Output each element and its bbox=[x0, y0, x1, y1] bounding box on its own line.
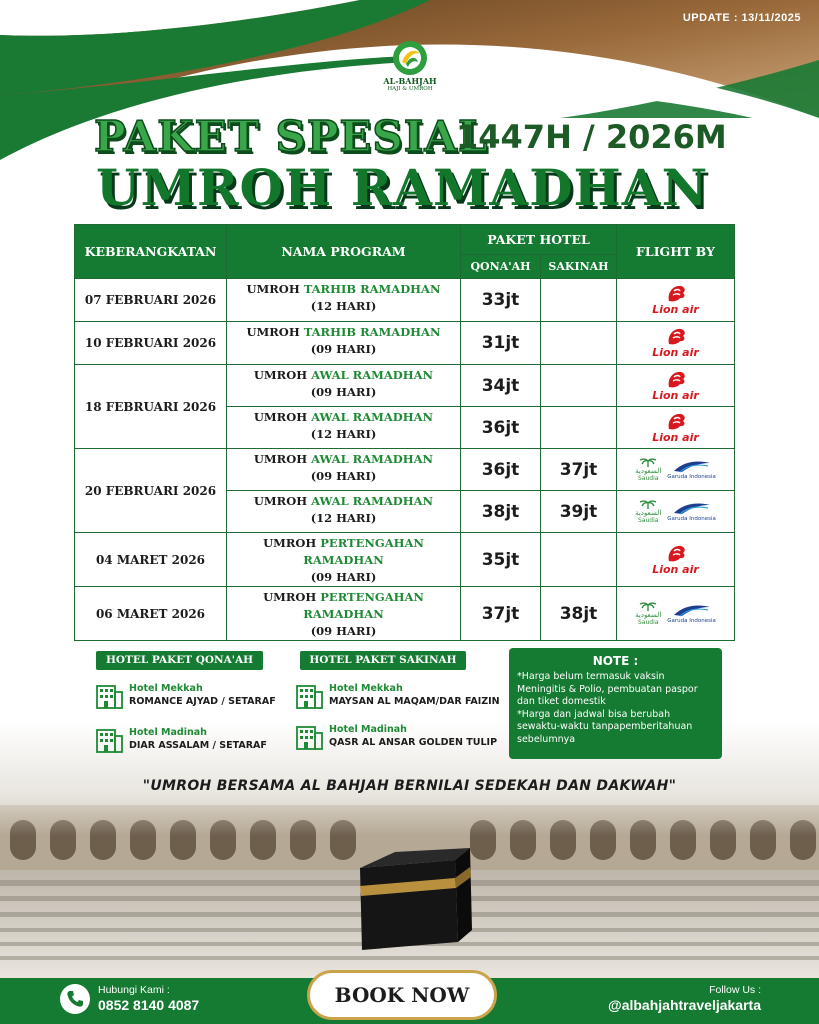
saudia-arabic: السعودية bbox=[635, 466, 662, 475]
departure-date: 20 FEBRUARI 2026 bbox=[75, 449, 227, 533]
departure-date: 18 FEBRUARI 2026 bbox=[75, 365, 227, 449]
price-sakinah: 37jt bbox=[541, 449, 617, 491]
garuda-text: Garuda Indonesia bbox=[667, 473, 716, 480]
table-row bbox=[75, 533, 735, 587]
program-title: AWAL RAMADHAN bbox=[311, 452, 434, 466]
saudia-palm-icon bbox=[639, 601, 657, 611]
program-title: TARHIB RAMADHAN bbox=[303, 282, 441, 296]
program-duration: (09 HARI) bbox=[310, 570, 377, 584]
price-qonaah: 35jt bbox=[461, 533, 541, 587]
saudia-english: Saudia bbox=[637, 474, 659, 482]
update-date: UPDATE : 13/11/2025 bbox=[682, 12, 801, 24]
lion-air-text: Lion air bbox=[652, 346, 699, 359]
hotel-name: DIAR ASSALAM / SETARAF bbox=[129, 740, 267, 751]
table-row bbox=[75, 279, 735, 322]
saudia-garuda-logos bbox=[617, 601, 734, 627]
saudia-logo bbox=[635, 499, 661, 525]
price-qonaah: 36jt bbox=[461, 449, 541, 491]
lion-air-text: Lion air bbox=[652, 430, 699, 444]
headline-year: 1447H / 2026M bbox=[456, 118, 727, 156]
contact-info[interactable] bbox=[60, 984, 199, 1014]
lion-air-text: Lion air bbox=[652, 303, 699, 316]
table-row bbox=[75, 365, 735, 407]
program-name bbox=[227, 449, 461, 491]
garuda-logo bbox=[667, 501, 716, 523]
logo-icon bbox=[392, 40, 428, 76]
program-prefix: UMROH bbox=[253, 368, 308, 382]
price-sakinah bbox=[541, 365, 617, 407]
departure-date: 06 MARET 2026 bbox=[75, 587, 227, 641]
hotel-name: QASR AL ANSAR GOLDEN TULIP bbox=[329, 737, 498, 748]
price-sakinah bbox=[541, 279, 617, 322]
header-qonaah: QONA'AH bbox=[461, 255, 541, 279]
departure-date: 07 FEBRUARI 2026 bbox=[75, 279, 227, 322]
program-title: AWAL RAMADHAN bbox=[311, 410, 434, 424]
price-qonaah: 36jt bbox=[461, 407, 541, 449]
program-duration: (12 HARI) bbox=[310, 427, 377, 441]
program-prefix: UMROH bbox=[253, 410, 308, 424]
note-box bbox=[509, 648, 722, 759]
hotel-city: Hotel Madinah bbox=[329, 724, 407, 735]
garuda-bird-icon bbox=[672, 603, 712, 617]
price-sakinah bbox=[541, 533, 617, 587]
program-duration: (12 HARI) bbox=[310, 511, 377, 525]
garuda-text: Garuda Indonesia bbox=[667, 515, 716, 522]
hotel-city: Hotel Mekkah bbox=[129, 683, 203, 694]
headline-special: PAKET SPESIAL bbox=[94, 112, 489, 161]
header-program: NAMA PROGRAM bbox=[227, 225, 461, 279]
social-account-link[interactable]: @albahjahtraveljakarta bbox=[608, 997, 761, 1013]
phone-icon bbox=[60, 984, 90, 1014]
program-prefix: UMROH bbox=[253, 452, 308, 466]
hotel-building-icon bbox=[94, 680, 124, 710]
header-sakinah: SAKINAH bbox=[541, 255, 617, 279]
logo-subtitle: HAJI & UMROH bbox=[387, 86, 433, 92]
book-now-button[interactable]: BOOK NOW bbox=[307, 970, 497, 1020]
social-info[interactable] bbox=[608, 984, 761, 1014]
saudia-arabic: السعودية bbox=[635, 508, 662, 517]
price-qonaah: 38jt bbox=[461, 491, 541, 533]
saudia-garuda-logos bbox=[617, 499, 734, 525]
program-name bbox=[227, 407, 461, 449]
program-name bbox=[227, 365, 461, 407]
price-sakinah: 38jt bbox=[541, 587, 617, 641]
table-row bbox=[75, 587, 735, 641]
qonaah-mekkah-hotel bbox=[94, 680, 276, 710]
price-qonaah: 33jt bbox=[461, 279, 541, 322]
sakinah-hotel-title: HOTEL PAKET SAKINAH bbox=[300, 651, 466, 670]
package-table bbox=[74, 224, 735, 641]
price-qonaah: 34jt bbox=[461, 365, 541, 407]
flight-cell bbox=[617, 407, 735, 449]
saudia-english: Saudia bbox=[637, 618, 659, 626]
price-sakinah: 39jt bbox=[541, 491, 617, 533]
program-prefix: UMROH bbox=[263, 536, 317, 550]
contact-number[interactable]: 0852 8140 4087 bbox=[98, 997, 200, 1013]
qonaah-hotel-title: HOTEL PAKET QONA'AH bbox=[96, 651, 263, 670]
lion-icon bbox=[665, 543, 687, 563]
tagline-quote: "UMROH BERSAMA AL BAHJAH BERNILAI SEDEKAH DAN DAKWAH" bbox=[142, 778, 677, 794]
program-title: PERTENGAHAN RAMADHAN bbox=[303, 590, 424, 621]
garuda-text: Garuda Indonesia bbox=[667, 617, 716, 624]
garuda-logo bbox=[667, 459, 716, 481]
header-departure: KEBERANGKATAN bbox=[75, 225, 227, 279]
header-hotel-package: PAKET HOTEL bbox=[461, 225, 617, 255]
lion-air-logo bbox=[652, 411, 699, 443]
program-name bbox=[227, 322, 461, 365]
lion-air-logo bbox=[652, 543, 699, 575]
lion-icon bbox=[665, 283, 687, 303]
saudia-english: Saudia bbox=[637, 516, 659, 524]
price-sakinah bbox=[541, 407, 617, 449]
program-prefix: UMROH bbox=[253, 494, 308, 508]
brand-logo bbox=[380, 40, 440, 93]
program-duration: (09 HARI) bbox=[310, 385, 377, 399]
program-duration: (09 HARI) bbox=[310, 624, 377, 638]
program-name bbox=[227, 279, 461, 322]
program-duration: (09 HARI) bbox=[310, 469, 377, 483]
lion-icon bbox=[665, 411, 687, 431]
flight-cell bbox=[617, 587, 735, 641]
hotel-building-icon bbox=[294, 721, 324, 751]
departure-date: 04 MARET 2026 bbox=[75, 533, 227, 587]
header-flight: FLIGHT BY bbox=[617, 225, 735, 279]
logo-name: AL-BAHJAH bbox=[383, 76, 437, 86]
sakinah-madinah-hotel bbox=[294, 721, 497, 751]
headline-umroh-ramadhan: UMROH RAMADHAN bbox=[96, 158, 709, 217]
lion-air-logo bbox=[652, 369, 699, 401]
price-sakinah bbox=[541, 322, 617, 365]
program-title: AWAL RAMADHAN bbox=[311, 368, 434, 382]
program-duration: (09 HARI) bbox=[310, 342, 377, 356]
saudia-palm-icon bbox=[639, 499, 657, 509]
garuda-logo bbox=[667, 603, 716, 625]
hotel-building-icon bbox=[94, 724, 124, 754]
lion-icon bbox=[665, 326, 687, 346]
program-prefix: UMROH bbox=[246, 282, 300, 296]
garuda-bird-icon bbox=[672, 501, 712, 515]
program-title: AWAL RAMADHAN bbox=[311, 494, 434, 508]
flight-cell bbox=[617, 322, 735, 365]
price-qonaah: 31jt bbox=[461, 322, 541, 365]
flight-cell bbox=[617, 449, 735, 491]
contact-label: Hubungi Kami : bbox=[98, 984, 170, 996]
program-prefix: UMROH bbox=[263, 590, 317, 604]
program-title: TARHIB RAMADHAN bbox=[303, 325, 441, 339]
sakinah-mekkah-hotel bbox=[294, 680, 500, 710]
program-duration: (12 HARI) bbox=[310, 299, 377, 313]
program-name bbox=[227, 491, 461, 533]
program-name bbox=[227, 533, 461, 587]
saudia-logo bbox=[635, 601, 661, 627]
note-title: NOTE : bbox=[592, 654, 639, 668]
note-item-price-change: *Harga dan jadwal bisa berubah sewaktu-waktu tanpapemberitahuan sebelumnya bbox=[517, 708, 693, 745]
note-item-vaccine: *Harga belum termasuk vaksin Meningitis & Polio, pembuatan paspor dan tiket domestik bbox=[517, 671, 698, 707]
flight-cell bbox=[617, 533, 735, 587]
hotel-name: MAYSAN AL MAQAM/DAR FAIZIN bbox=[329, 696, 500, 707]
follow-label: Follow Us : bbox=[709, 984, 761, 996]
lion-air-logo bbox=[652, 326, 699, 358]
table-row bbox=[75, 449, 735, 491]
program-prefix: UMROH bbox=[246, 325, 300, 339]
lion-air-text: Lion air bbox=[652, 388, 699, 402]
garuda-bird-icon bbox=[672, 459, 712, 473]
flight-cell bbox=[617, 279, 735, 322]
departure-date: 10 FEBRUARI 2026 bbox=[75, 322, 227, 365]
flight-cell bbox=[617, 491, 735, 533]
hotel-name: ROMANCE AJYAD / SETARAF bbox=[129, 696, 276, 707]
flight-cell bbox=[617, 365, 735, 407]
price-qonaah: 37jt bbox=[461, 587, 541, 641]
saudia-palm-icon bbox=[639, 457, 657, 467]
program-name bbox=[227, 587, 461, 641]
lion-icon bbox=[665, 369, 687, 389]
saudia-arabic: السعودية bbox=[635, 610, 662, 619]
hotel-city: Hotel Madinah bbox=[129, 727, 207, 738]
saudia-garuda-logos bbox=[617, 457, 734, 483]
program-title: PERTENGAHAN RAMADHAN bbox=[303, 536, 424, 567]
table-row bbox=[75, 322, 735, 365]
hotel-building-icon bbox=[294, 680, 324, 710]
lion-air-text: Lion air bbox=[652, 562, 699, 576]
saudia-logo bbox=[635, 457, 661, 483]
qonaah-madinah-hotel bbox=[94, 724, 267, 754]
hotel-city: Hotel Mekkah bbox=[329, 683, 403, 694]
lion-air-logo bbox=[652, 283, 699, 315]
